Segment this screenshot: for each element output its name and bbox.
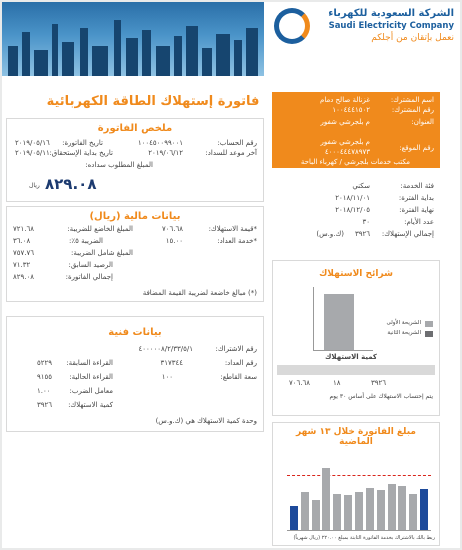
financial-data-card [6, 206, 264, 302]
history-chart-area [287, 459, 431, 531]
sec-logo-icon [274, 8, 310, 44]
skyline-building [22, 32, 30, 76]
location-area-value: م بلجرشي شفور [320, 138, 370, 146]
vat-label: الضريبة ٥٪: [69, 237, 103, 245]
service-office: مكتب خدمات بلجرشي / كهرباء الباحة [300, 158, 410, 166]
customer-info-block [272, 92, 440, 168]
consumption-qty-label: كمية الاستهلاك: [68, 401, 113, 409]
subscription-number-value: ٤٠٠٠٠٠٨/٢/٣٣/٥/١ [138, 345, 193, 353]
history-bar [290, 506, 298, 530]
tier-1-legend: الشريحة الأولى [386, 320, 421, 326]
subscription-number-label: رقم الاشتراك: [215, 345, 257, 353]
technical-title: بيانات فنية [108, 327, 162, 338]
skyline-building [246, 28, 258, 76]
consumption-unit: (ك.و.س) [316, 230, 344, 238]
billing-start-label: تاريخ بداية الإستحقاق: [49, 149, 113, 157]
multiplier-label: معامل الضرب: [69, 387, 113, 395]
previous-balance-value: ٧١.٣٢ [13, 261, 31, 269]
bill-history-card [272, 422, 440, 546]
history-bar [366, 488, 374, 530]
history-bar [388, 484, 396, 530]
tier-value: ٧٠٦.٦٨ [289, 379, 311, 387]
amount-with-vat-label: المبلغ شامل الضريبة: [71, 249, 133, 257]
company-logo [270, 6, 458, 52]
history-bar [344, 495, 352, 530]
bill-date-value: ٢٠١٩/٠٥/١٦ [15, 139, 50, 147]
previous-reading-label: القراءة السابقة: [66, 359, 113, 367]
history-title: مبلغ الفاتورة خلال ١٣ شهر الماضية [296, 427, 416, 447]
meter-number-value: ٣١٧٣٤٤ [160, 359, 183, 367]
due-date-label: آخر موعد للسداد: [205, 149, 257, 157]
tiers-table-header [277, 365, 435, 375]
skyline-building [234, 40, 242, 76]
vat-note: (*) مبالغ خاضعة لضريبة القيمة المضافة [142, 289, 257, 297]
amount-due-label: المبلغ المطلوب سداده: [85, 161, 153, 169]
current-reading-value: ٩١٥٥ [37, 373, 53, 381]
breaker-capacity-value: ١٠٠ [161, 373, 173, 381]
customer-number-label: رقم المشترك: [391, 106, 434, 114]
taxable-amount-label: المبلغ الخاضع للضريبة: [67, 225, 133, 233]
taxable-amount-value: ٧٢١.٦٨ [13, 225, 35, 233]
breaker-capacity-label: سعة القاطع: [220, 373, 257, 381]
tier-2-legend: الشريحة الثانية [387, 330, 421, 336]
consumption-value-label: *قيمة الاستهلاك: [208, 225, 257, 233]
tier-price: ١٨ [333, 379, 341, 387]
tier-2-swatch [425, 331, 433, 337]
skyline-building [92, 46, 108, 76]
meter-number-label: رقم العداد: [224, 359, 257, 367]
tier-1-swatch [425, 321, 433, 327]
history-bar [409, 494, 417, 530]
account-info-block [272, 178, 440, 250]
tiers-note: يتم إحتساب الاستهلاك على أساس ٣٠ يوم [329, 393, 433, 400]
total-consumption-label: إجمالي الإستهلاك: [381, 230, 434, 238]
billing-start-value: ٢٠١٩/٠٥/١١ [15, 149, 50, 157]
account-number-label: رقم الحساب: [217, 139, 257, 147]
previous-reading-value: ٥٢٢٩ [37, 359, 53, 367]
service-class-value: سكني [352, 182, 370, 190]
skyline-building [8, 46, 18, 76]
history-bar [301, 492, 309, 530]
days-count-label: عدد الأيام: [404, 218, 434, 226]
tier-consumption: ٣٩٢٦ [371, 379, 387, 387]
meter-service-label: *خدمة العداد: [217, 237, 257, 245]
previous-balance-label: الرصيد السابق: [68, 261, 113, 269]
location-label: رقم الموقع: [399, 144, 434, 152]
tiers-title: شرائح الاستهلاك [319, 269, 393, 279]
period-end-value: ٢٠١٨/١٢/٠٥ [335, 206, 370, 214]
period-start-value: ٢٠١٨/١١/٠١ [335, 194, 370, 202]
skyline-building [80, 28, 88, 76]
history-footer: ربط بالك بالاشتراك بخدمة الفاتورة الثابتة بمبلغ ٢٢٠.٠٠ (ريال شهرياً) [293, 535, 435, 541]
history-bar [355, 492, 363, 530]
financial-title: بيانات مالية (ريال) [89, 211, 181, 222]
history-bar [377, 490, 385, 530]
skyline-building [62, 42, 74, 76]
skyline-building [126, 38, 138, 76]
period-end-label: نهاية الفترة: [399, 206, 434, 214]
consumption-qty-value: ٣٩٢٦ [37, 401, 53, 409]
technical-data-card [6, 316, 264, 432]
summary-title: ملخص الفاتورة [97, 123, 173, 134]
location-number-value: ٤٠٠٠٤٤٤٧٨٩٧٣ [324, 148, 370, 156]
skyline-building [156, 46, 170, 76]
bill-total-label: إجمالي الفاتورة: [65, 273, 113, 281]
city-skyline-banner [2, 2, 264, 76]
skyline-building [202, 48, 212, 76]
period-start-label: بداية الفترة: [398, 194, 434, 202]
consumption-tiers-card [272, 260, 440, 416]
unit-note: وحدة كمية الاستهلاك هي (ك.و.س) [155, 417, 257, 425]
company-name-en: Saudi Electricity Company [328, 21, 454, 31]
consumption-value-amount: ٧٠٦.٦٨ [161, 225, 183, 233]
history-bar [322, 468, 330, 530]
account-number-value: ١٠٠٤٥٠٠٩٩٠٠١ [137, 139, 183, 147]
days-count-value: ٣٠ [362, 218, 370, 226]
address-value: م بلجرشي شفور [320, 118, 370, 126]
vat-value: ٣٦.٠٨ [13, 237, 31, 245]
history-bar [333, 494, 341, 530]
customer-name-value: غزنالة صالح دمام [319, 96, 370, 104]
service-class-label: فئة الخدمة: [400, 182, 434, 190]
address-label: العنوان: [411, 118, 434, 126]
tier-1-bar [324, 294, 354, 350]
bill-page [2, 2, 460, 548]
history-bar [420, 489, 428, 530]
company-tagline: نعمل بإتقان من أجلكم [371, 33, 454, 43]
skyline-building [216, 34, 230, 76]
tiers-chart-area [313, 287, 373, 351]
skyline-building [52, 24, 58, 76]
due-date-value: ٢٠١٩/٠٦/١٢ [148, 149, 183, 157]
skyline-building [114, 20, 121, 76]
currency-label: ريال [29, 182, 40, 189]
history-bar [312, 500, 320, 530]
meter-service-amount: ١٥.٠٠ [165, 237, 183, 245]
total-consumption-value: ٣٩٢٦ [354, 230, 370, 238]
amount-with-vat-value: ٧٥٧.٧٦ [13, 249, 35, 257]
bill-total-value: ٨٢٩.٠٨ [13, 273, 35, 281]
skyline-building [142, 30, 151, 76]
page-title: فاتورة إستهلاك الطاقة الكهربائية [46, 94, 260, 109]
customer-name-label: اسم المشترك: [390, 96, 434, 104]
current-reading-label: القراءة الحالية: [69, 373, 113, 381]
tiers-axis-label: كمية الاستهلاك [324, 353, 377, 361]
fixed-bill-line [287, 475, 431, 476]
amount-due-value: ٨٢٩.٠٨ [45, 175, 97, 193]
skyline-building [34, 50, 48, 76]
company-name-ar: الشركة السعودية للكهرباء [328, 8, 454, 19]
skyline-building [186, 26, 198, 76]
bill-date-label: تاريخ الفاتورة: [62, 139, 103, 147]
skyline-building [174, 36, 182, 76]
bill-summary-card [6, 118, 264, 202]
customer-number-value: ١٠٠٤٤٤١٥٠٢ [332, 106, 370, 114]
multiplier-value: ١.٠٠ [37, 387, 51, 395]
history-bar [398, 486, 406, 530]
